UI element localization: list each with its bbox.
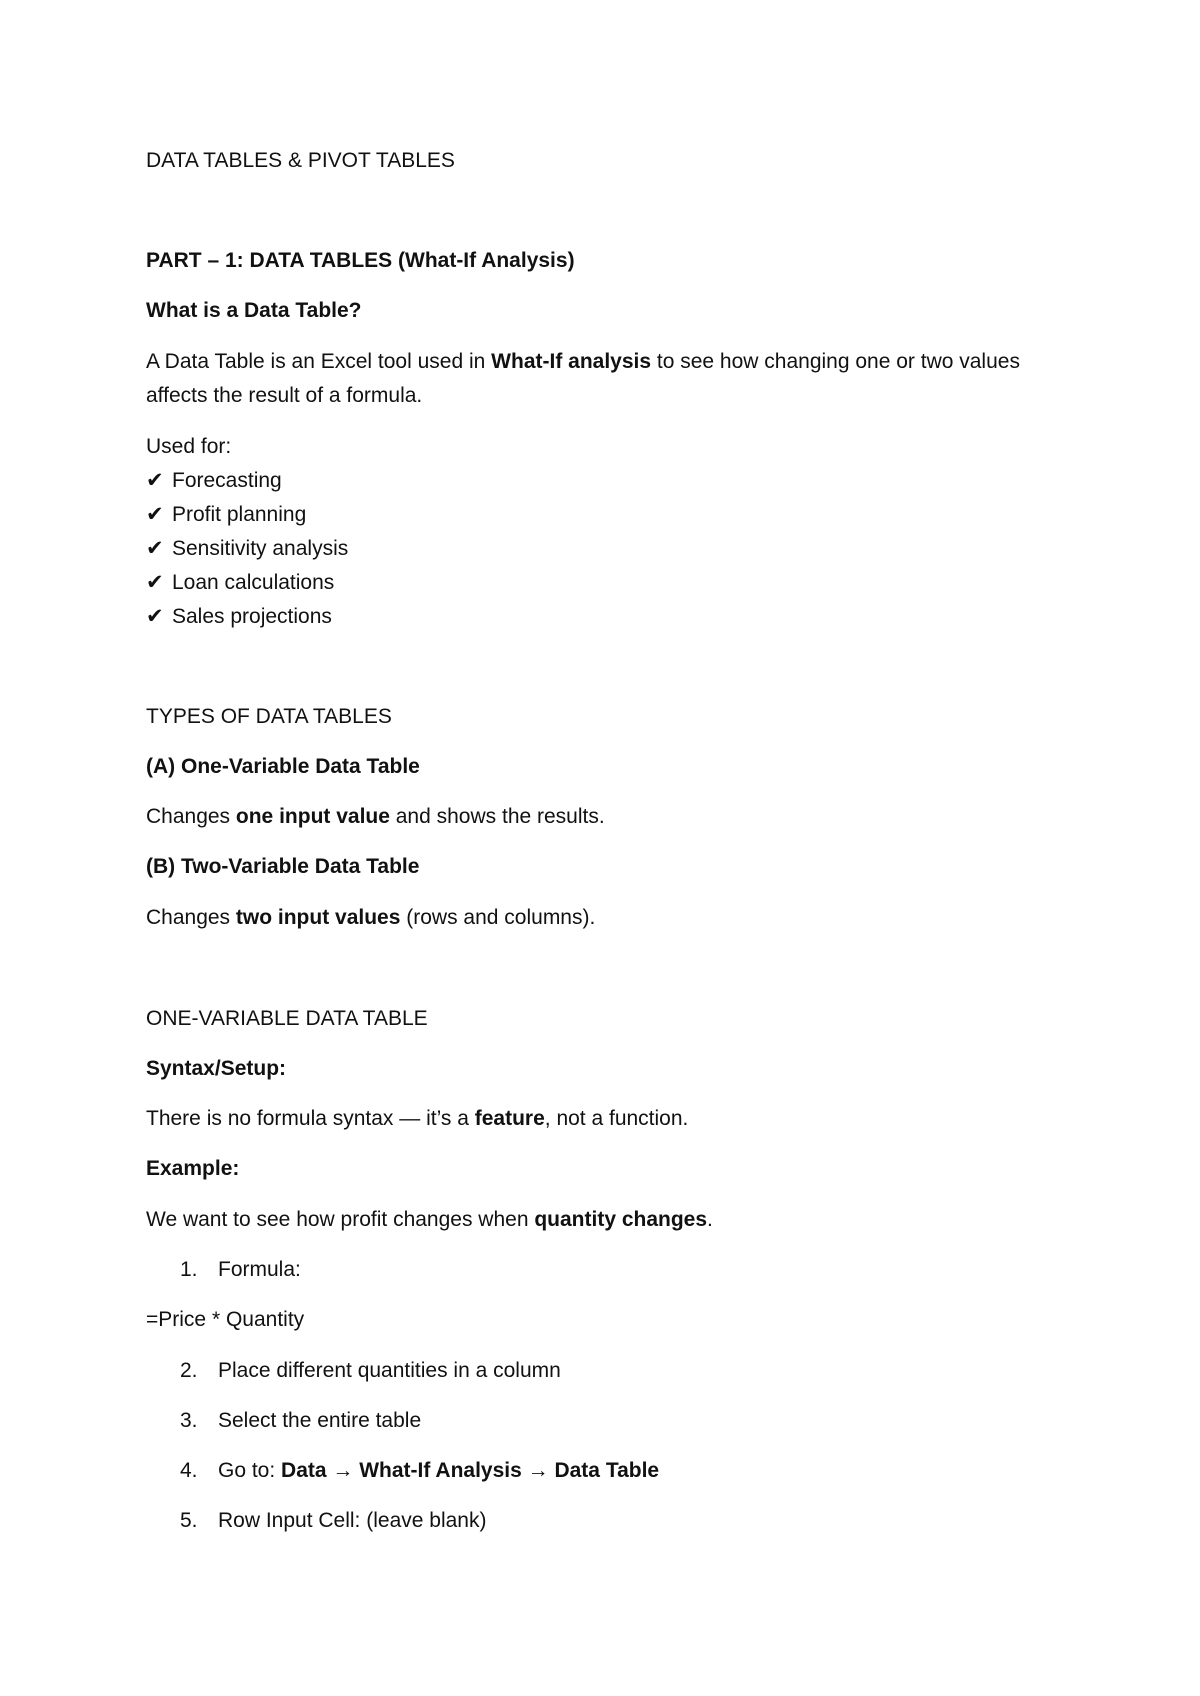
step-text: Place different quantities in a column bbox=[218, 1359, 561, 1382]
desc-text-post: and shows the results. bbox=[389, 805, 605, 828]
desc-text: There is no formula syntax — it’s a bbox=[146, 1107, 475, 1130]
two-variable-heading: (B) Two-Variable Data Table bbox=[146, 855, 420, 878]
check-icon: ✔ bbox=[146, 571, 164, 594]
used-for-item bbox=[146, 604, 332, 630]
check-icon: ✔ bbox=[146, 469, 164, 492]
step-number: 1. bbox=[180, 1258, 198, 1281]
document-title: DATA TABLES & PIVOT TABLES bbox=[146, 149, 455, 172]
syntax-description bbox=[146, 1106, 688, 1132]
definition-line-1 bbox=[146, 349, 1020, 375]
desc-text-post: (rows and columns). bbox=[400, 906, 596, 929]
example-description bbox=[146, 1207, 713, 1233]
desc-text-post: . bbox=[707, 1208, 713, 1231]
used-for-item bbox=[146, 468, 282, 494]
desc-emphasis: two input values bbox=[235, 906, 401, 929]
what-is-heading: What is a Data Table? bbox=[146, 299, 362, 322]
desc-emphasis: quantity changes bbox=[534, 1208, 708, 1231]
used-for-item-label: Sales projections bbox=[172, 605, 332, 628]
step-item bbox=[180, 1408, 421, 1434]
step-text: Go to: bbox=[218, 1459, 282, 1482]
step-item bbox=[180, 1508, 486, 1534]
desc-text: Changes bbox=[146, 906, 236, 929]
step-text: Row Input Cell: (leave blank) bbox=[218, 1509, 487, 1532]
step-item bbox=[180, 1257, 301, 1283]
desc-text-post: , not a function. bbox=[544, 1107, 689, 1130]
check-icon: ✔ bbox=[146, 537, 164, 560]
definition-text-post: to see how changing one or two values bbox=[651, 350, 1020, 373]
used-for-item bbox=[146, 502, 306, 528]
one-variable-description bbox=[146, 804, 605, 830]
used-for-label: Used for: bbox=[146, 435, 232, 458]
part1-heading: PART – 1: DATA TABLES (What-If Analysis) bbox=[146, 249, 575, 272]
step-number: 5. bbox=[180, 1509, 198, 1532]
syntax-heading: Syntax/Setup: bbox=[146, 1057, 287, 1080]
definition-line-2: affects the result of a formula. bbox=[146, 384, 423, 407]
one-variable-table-heading: ONE-VARIABLE DATA TABLE bbox=[146, 1007, 428, 1030]
desc-emphasis: one input value bbox=[235, 805, 390, 828]
step-text: Formula: bbox=[218, 1258, 301, 1281]
check-icon: ✔ bbox=[146, 503, 164, 526]
one-variable-heading: (A) One-Variable Data Table bbox=[146, 755, 420, 778]
used-for-item-label: Loan calculations bbox=[172, 571, 335, 594]
example-heading: Example: bbox=[146, 1157, 240, 1180]
used-for-item-label: Sensitivity analysis bbox=[172, 537, 349, 560]
step-item bbox=[180, 1458, 659, 1484]
used-for-item bbox=[146, 536, 348, 562]
used-for-item-label: Profit planning bbox=[172, 503, 307, 526]
definition-text: A Data Table is an Excel tool used in bbox=[146, 350, 492, 373]
definition-emphasis: What-If analysis bbox=[491, 350, 652, 373]
desc-text: We want to see how profit changes when bbox=[146, 1208, 535, 1231]
desc-emphasis: feature bbox=[474, 1107, 545, 1130]
types-heading: TYPES OF DATA TABLES bbox=[146, 705, 392, 728]
step-item bbox=[180, 1358, 561, 1384]
step-number: 2. bbox=[180, 1359, 198, 1382]
step-emphasis: Data → What-If Analysis → Data Table bbox=[281, 1459, 660, 1482]
formula-line: =Price * Quantity bbox=[146, 1308, 305, 1331]
used-for-item bbox=[146, 570, 334, 596]
check-icon: ✔ bbox=[146, 605, 164, 628]
step-number: 4. bbox=[180, 1459, 198, 1482]
step-text: Select the entire table bbox=[218, 1409, 422, 1432]
desc-text: Changes bbox=[146, 805, 236, 828]
step-number: 3. bbox=[180, 1409, 198, 1432]
two-variable-description bbox=[146, 905, 595, 931]
used-for-item-label: Forecasting bbox=[172, 469, 282, 492]
